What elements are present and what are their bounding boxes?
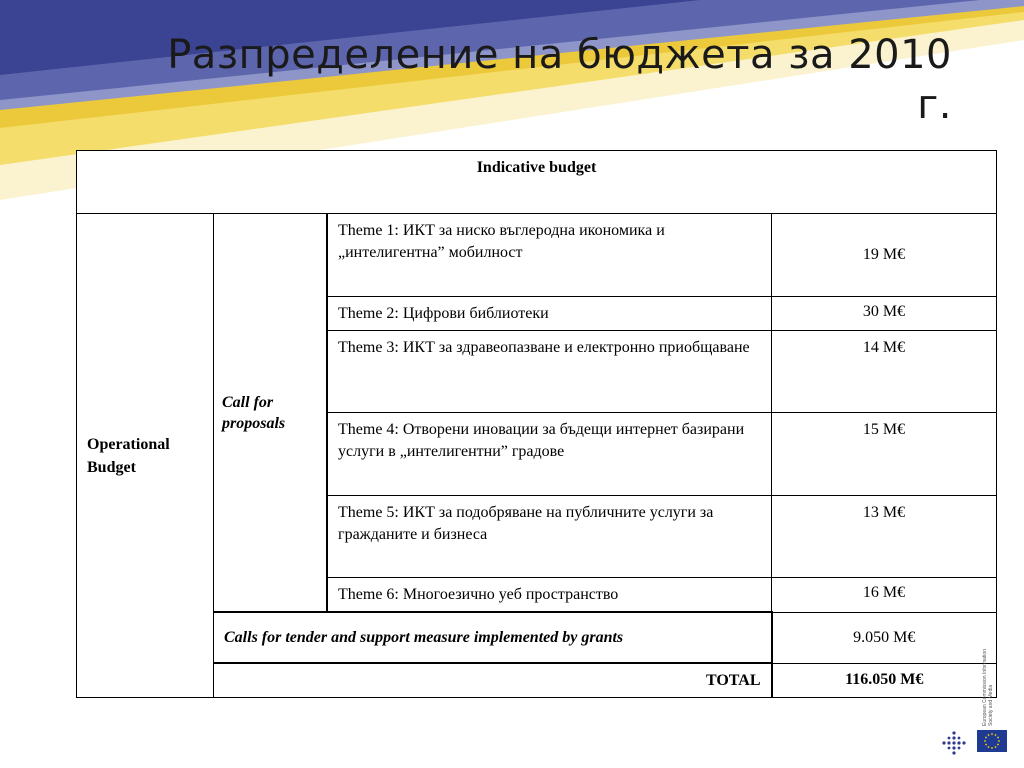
tender-value: 9.050 M€	[772, 612, 997, 663]
tender-label: Calls for tender and support measure implemented by grants	[214, 612, 772, 663]
total-label: TOTAL	[214, 663, 772, 698]
theme-4-label: Theme 4: Отворени иновации за бъдещи интернет базирани услуги в „интелигентни” градове	[327, 413, 772, 496]
slide-title: Разпределение на бюджета за 2010 г.	[167, 32, 952, 128]
theme-2-label: Theme 2: Цифрови библиотеки	[327, 297, 772, 331]
theme-5-label: Theme 5: ИКТ за подобряване на публичните услуги за гражданите и бизнеса	[327, 496, 772, 578]
theme-6-label: Theme 6: Многоезично уеб пространство	[327, 578, 772, 613]
call-for-proposals-label: Call for proposals	[214, 214, 328, 613]
table-row	[77, 214, 997, 297]
table-header-cell: Indicative budget	[77, 151, 997, 214]
theme-1-value: 19 M€	[772, 214, 997, 297]
total-value: 116.050 M€	[772, 663, 997, 698]
table-header-row	[77, 151, 997, 214]
eu-flag-icon	[977, 730, 1007, 752]
budget-table	[76, 150, 997, 698]
theme-3-value: 14 M€	[772, 331, 997, 413]
theme-6-value: 16 M€	[772, 578, 997, 613]
table-row	[77, 663, 997, 698]
theme-2-value: 30 M€	[772, 297, 997, 331]
european-commission-logo-text: European Commission Information Society and Media	[982, 649, 994, 726]
theme-4-value: 15 M€	[772, 413, 997, 496]
table-row	[77, 612, 997, 663]
theme-3-label: Theme 3: ИКТ за здравеопазване и електронно приобщаване	[327, 331, 772, 413]
information-society-logo-icon	[942, 731, 966, 755]
theme-5-value: 13 M€	[772, 496, 997, 578]
operational-budget-label: Operational Budget	[77, 214, 214, 698]
theme-1-label: Theme 1: ИКТ за ниско въглеродна икономика и „интелигентна” мобилност	[327, 214, 772, 297]
